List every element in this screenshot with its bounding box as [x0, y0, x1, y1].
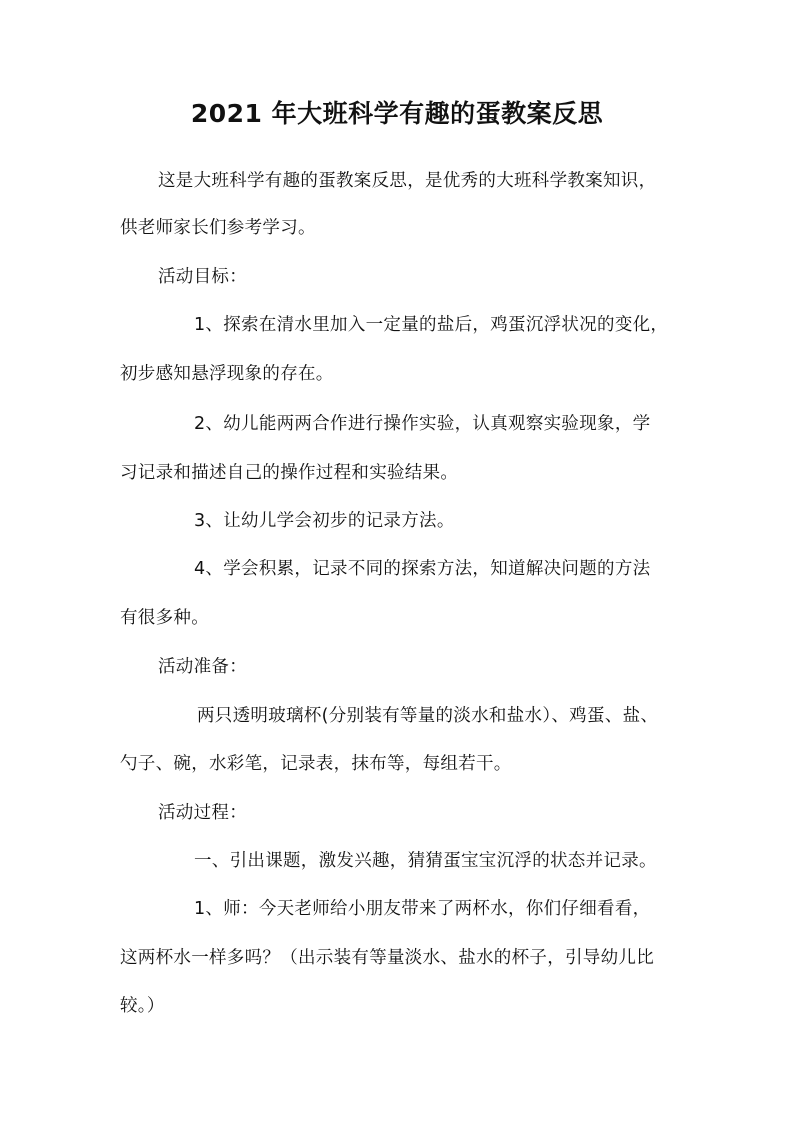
section-heading-process: 活动过程： — [158, 803, 247, 823]
goal-1-line-1: 1、探索在清水里加入一定量的盐后，鸡蛋沉浮状况的变化， — [194, 315, 669, 335]
goal-1-line-2: 初步感知悬浮现象的存在。 — [120, 364, 334, 384]
intro-line-2: 供老师家长们参考学习。 — [120, 218, 316, 238]
preparation-line-1: 两只透明玻璃杯(分别装有等量的淡水和盐水）、鸡蛋、盐、 — [197, 706, 659, 726]
process-step-1-line-2: 这两杯水一样多吗？（出示装有等量淡水、盐水的杯子，引导幼儿比 — [120, 948, 654, 968]
goal-3-line-1: 3、让幼儿学会初步的记录方法。 — [194, 511, 455, 531]
goal-4-line-1: 4、学会积累，记录不同的探索方法，知道解决问题的方法 — [194, 559, 651, 579]
goal-2-line-2: 习记录和描述自己的操作过程和实验结果。 — [120, 463, 459, 483]
goal-4-line-2: 有很多种。 — [120, 608, 209, 628]
section-heading-preparation: 活动准备： — [158, 657, 247, 677]
preparation-line-2: 勺子、碗，水彩笔，记录表，抹布等，每组若干。 — [120, 754, 512, 774]
document-title: 2021 年大班科学有趣的蛋教案反思 — [190, 99, 604, 128]
intro-line-1: 这是大班科学有趣的蛋教案反思，是优秀的大班科学教案知识， — [158, 171, 657, 191]
process-step-1-heading: 一、引出课题，激发兴趣，猜猜蛋宝宝沉浮的状态并记录。 — [194, 851, 657, 871]
goal-2-line-1: 2、幼儿能两两合作进行操作实验，认真观察实验现象，学 — [194, 414, 651, 434]
section-heading-goals: 活动目标： — [158, 267, 247, 287]
process-step-1-line-1: 1、师：今天老师给小朋友带来了两杯水，你们仔细看看， — [194, 899, 651, 919]
process-step-1-line-3: 较。） — [120, 996, 165, 1016]
